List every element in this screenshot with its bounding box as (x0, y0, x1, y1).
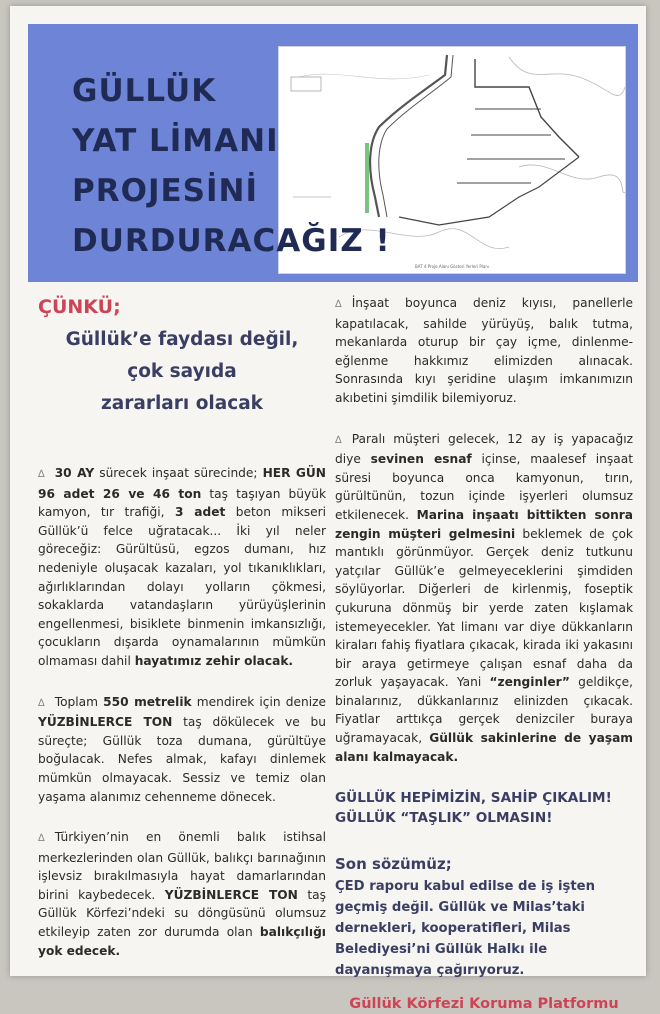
text: içinse, maalesef inşaat süresi boyunca onca kamyonun, tırın, gürültünün, tozun içinde işyerleri olumsuz etkilenecek. (335, 452, 633, 522)
text: beton mikseri Güllük’ü felce uğratacak... İki yıl neler göreceğiz: Gürültüsü, egzos dumanı, hız nedeniyle oluşacak kazaları, yol tıkanıklıkları, ağırlıklarından dolayı yolların çökmesi, sokaklarda vatandaşların yürüyüşlerinin engellenmesi, bisiklete binmenin imkansızlığı, çocukların dışarda oynamalarının mümkün olmaması dahil (38, 505, 326, 668)
title-line: DURDURACAĞIZ ! (72, 223, 391, 259)
poster-title (72, 66, 391, 266)
triangle-warning-icon: ∆ (38, 697, 45, 709)
slogan-line: GÜLLÜK HEPİMİZİN, SAHİP ÇIKALIM! (335, 790, 612, 807)
poster-paper (10, 6, 646, 1013)
subheading-line: Güllük’e faydası değil, (65, 329, 299, 350)
slogan-line: GÜLLÜK “TAŞLIK” OLMASIN! (335, 810, 553, 827)
triangle-warning-icon: ∆ (335, 434, 342, 446)
emphasis: Marina inşaatı bittikten sonra zengin müşteri gelmesini (335, 507, 633, 541)
left-column (38, 294, 326, 960)
text: mendirek için denize (191, 694, 326, 709)
emphasis: sevinen esnaf (370, 452, 472, 467)
emphasis: balıkçılığı yok edecek. (38, 925, 326, 958)
paragraph-construction-traffic (38, 464, 326, 671)
text: İnşaat boyunca deniz kıyısı, panellerle kapatılacak, sahilde yürüyüş, balık tutma, mekanlarda oturup bir çay içme, dinlenme-eğlenme hakkımız elimizden alınacak. Sonrasında kıyı şeridine ulaşım imkanımızın akıbetini şimdilik bilemiyoruz. (335, 296, 633, 405)
header-banner (28, 24, 638, 282)
emphasis: YÜZBİNLERCE TON (164, 887, 298, 902)
triangle-warning-icon: ∆ (38, 469, 45, 480)
text: Paralı müşteri gelecek, 12 ay iş yapacağız diye (335, 431, 633, 467)
subheading-line: çok sayıda (127, 361, 237, 382)
title-line: PROJESİNİ (72, 173, 258, 209)
right-column (335, 294, 633, 1014)
text: geldikçe, binalarınız, dükkanlarınız elinizden çıkacak. Fiyatlar arttıkça gerçek denizciler buraya uğramayacak, (335, 675, 634, 746)
emphasis: Güllük sakinlerine de yaşam alanı kalmayacak. (335, 731, 633, 764)
emphasis: 550 metrelik (103, 694, 192, 709)
paragraph-fishing (38, 828, 326, 960)
text: sürecek inşaat sürecinde; (94, 466, 263, 480)
text: beklemek de çok mantıklı görünmüyor. Gerçek deniz tutkunu yatçılar Güllük’e gelmeyeceklerini şimdiden söylüyorlar. Diğerleri de kirlenmiş, foseptik çukuruna dönmüş bir yerde zaten kışlamak istemeyecekler. Yat limanı var diye dükkanların kiraları fahiş fiyatlara çıkacak, kirada iki yakasını bir araya getirmeye çalışan esnaf daha da zorluk yaşayacak. Yani (335, 526, 633, 690)
emphasis: “zenginler” (489, 675, 570, 690)
paragraph-coastline (335, 294, 633, 408)
text: taş dökülecek ve bu süreçte; Güllük toza dumana, gürültüye boğulacak. Nefes almak, kafayı dinlemek mümkün olmayacak. Sessiz ve temiz olan yaşama alanımız cehenneme dönecek. (38, 715, 326, 804)
title-line: GÜLLÜK (72, 73, 217, 109)
text: taş taşıyan büyük kamyon, tır trafiği, (38, 486, 326, 520)
left-subheading (38, 324, 326, 420)
triangle-warning-icon: ∆ (38, 833, 45, 845)
text: taş Güllük Körfezi’ndeki su döngüsünü olumsuz etkileyip zaten zor durumda olan (38, 887, 326, 940)
emphasis: HER GÜN 96 adet 26 ve 46 ton (38, 466, 326, 501)
final-statement: ÇED raporu kabul edilse de iş işten geçmiş değil. Güllük ve Milas’taki dernekleri, kooperatifleri, Milas Belediyesi’ni Güllük Halkı ile dayanışmaya çağırıyoruz. (335, 879, 595, 979)
map-caption: BAT 4 Proje Alanı Gösteri Yerleri Planı (414, 264, 490, 269)
title-line: YAT LİMANI (72, 123, 279, 159)
paragraph-shopkeepers (335, 430, 633, 767)
emphasis: hayatımız zehir olacak. (134, 653, 294, 668)
paragraph-breakwater (38, 693, 326, 807)
final-heading: Son sözümüz; (335, 855, 452, 874)
organization-signature: Güllük Körfezi Koruma Platformu (349, 996, 619, 1013)
emphasis: YÜZBİNLERCE TON (38, 715, 173, 730)
subheading-line: zararları olacak (100, 393, 263, 414)
emphasis: 30 AY (54, 466, 95, 480)
because-heading: ÇÜNKÜ; (38, 296, 121, 318)
text: Türkiyen’nin en önemli balık istihsal merkezlerinden olan Güllük, balıkçı barınağının işlevsiz bırakılmasıyla hayat damarlarından birini kaybedecek. (38, 830, 326, 902)
emphasis: 3 adet (174, 505, 226, 520)
triangle-warning-icon: ∆ (335, 299, 342, 310)
slogan-block (335, 788, 633, 828)
text: Toplam (54, 694, 104, 709)
